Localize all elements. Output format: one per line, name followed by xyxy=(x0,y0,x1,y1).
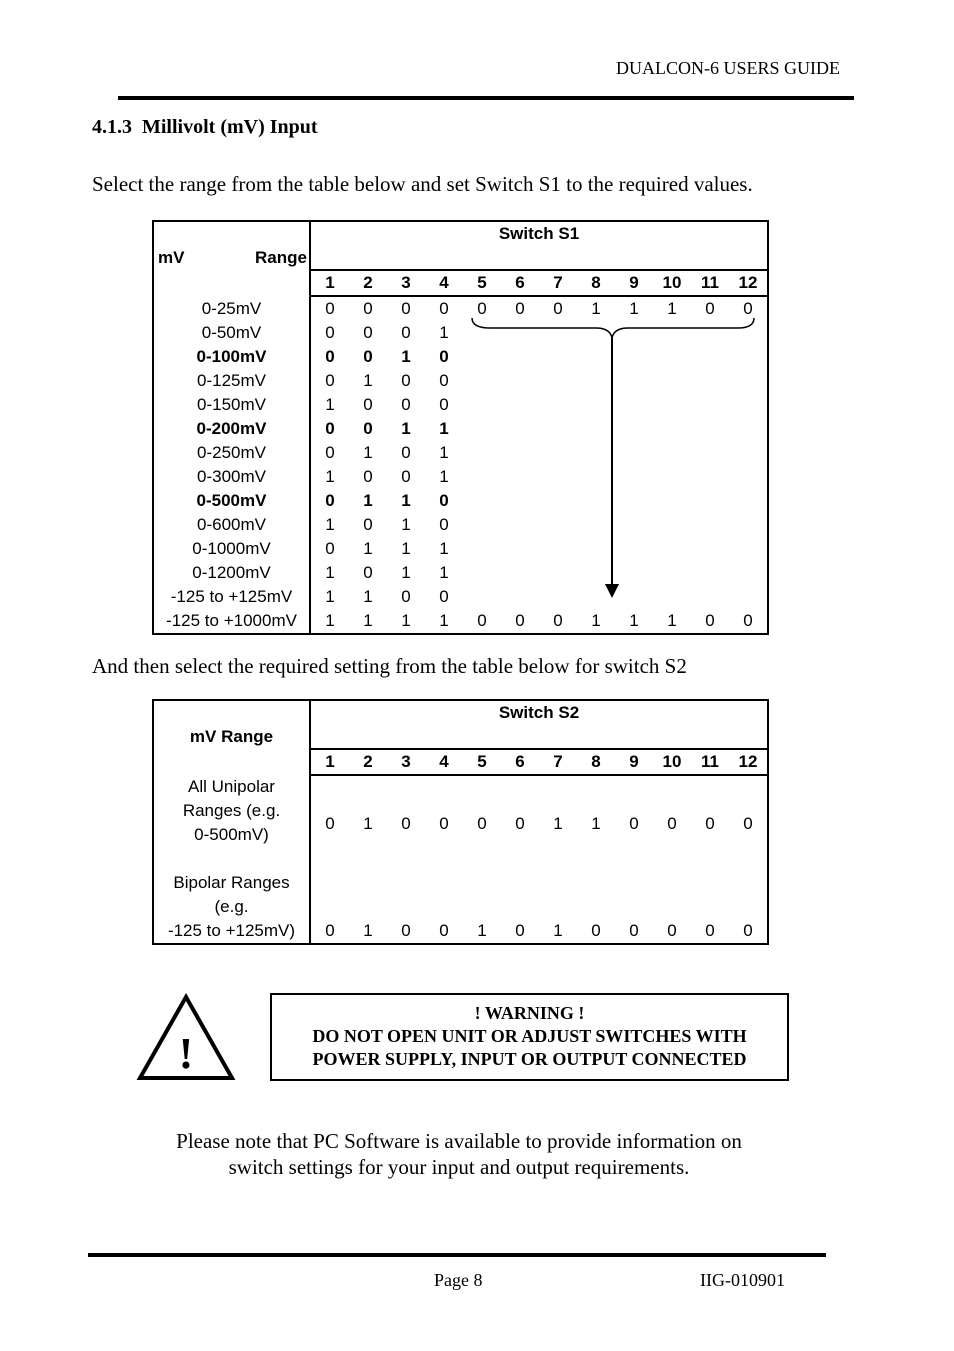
switch-value xyxy=(501,489,539,513)
switch-value: 1 xyxy=(439,467,449,486)
switch-value: 0 xyxy=(363,467,373,486)
switch-value: 0 xyxy=(439,587,449,606)
switch-value: 1 xyxy=(439,611,449,630)
switch-value xyxy=(653,561,691,585)
switch-value xyxy=(653,441,691,465)
switch-value: 0 xyxy=(363,347,373,366)
switch-value: 0 xyxy=(515,813,525,833)
switch-value xyxy=(729,345,768,369)
switch-value xyxy=(539,465,577,489)
switch-number: 10 xyxy=(653,270,691,296)
switch-value: 0 xyxy=(553,299,563,318)
switch-value xyxy=(653,369,691,393)
switch-value: 0 xyxy=(439,395,449,414)
header-rule xyxy=(118,96,854,100)
switch-value xyxy=(501,345,539,369)
switch-value xyxy=(463,513,501,537)
range-cell: -125 to +1000mV xyxy=(153,609,310,634)
table-row xyxy=(153,296,768,321)
switch-value xyxy=(463,369,501,393)
switch-value xyxy=(539,369,577,393)
switch-value: 1 xyxy=(363,443,373,462)
switch-value xyxy=(615,561,653,585)
page-number: Page 8 xyxy=(434,1270,483,1290)
switch-value xyxy=(463,345,501,369)
range-cell: -125 to +125mV xyxy=(153,585,310,609)
switch-number: 3 xyxy=(387,270,425,296)
switch-value: 0 xyxy=(629,921,639,940)
switch-value xyxy=(691,513,729,537)
switch-value: 0 xyxy=(439,921,449,940)
range-cell: 0-125mV xyxy=(153,369,310,393)
switch-value: 1 xyxy=(363,491,373,510)
switch-value: 0 xyxy=(705,813,715,833)
switch-value xyxy=(539,417,577,441)
switch-value: 1 xyxy=(325,587,335,606)
note-line-1: Please note that PC Software is available to provide information on xyxy=(176,1129,742,1153)
switch-value: 1 xyxy=(553,921,563,940)
switch-value xyxy=(729,393,768,417)
switch-value: 1 xyxy=(401,491,411,510)
switch-value xyxy=(539,321,577,345)
switch-number: 10 xyxy=(653,749,691,775)
switch-value xyxy=(615,345,653,369)
switch-value: 0 xyxy=(401,813,411,833)
switch-number: 2 xyxy=(349,270,387,296)
range-cell: 0-200mV xyxy=(153,417,310,441)
switch-value xyxy=(729,537,768,561)
switch-number: 8 xyxy=(577,270,615,296)
switch-value xyxy=(691,393,729,417)
switch-value: 0 xyxy=(553,611,563,630)
switch-value: 0 xyxy=(401,921,411,940)
switch-value: 0 xyxy=(629,813,639,833)
switch-number: 2 xyxy=(349,749,387,775)
document-id: IIG-010901 xyxy=(700,1270,785,1290)
switch-value: 1 xyxy=(439,419,449,438)
range-line: All Unipolar xyxy=(188,777,275,796)
switch-value xyxy=(615,489,653,513)
switch-value: 0 xyxy=(325,347,335,366)
guide-title: DUALCON-6 USERS GUIDE xyxy=(616,58,840,78)
switch-value xyxy=(539,537,577,561)
switch-value: 1 xyxy=(401,563,411,582)
range-line: Bipolar Ranges xyxy=(173,873,290,892)
switch-s2-table xyxy=(152,699,769,945)
switch-value: 0 xyxy=(591,921,601,940)
switch-value: 0 xyxy=(401,587,411,606)
switch-value xyxy=(577,393,615,417)
switch-value xyxy=(729,489,768,513)
switch-value xyxy=(577,513,615,537)
switch-value xyxy=(501,561,539,585)
switch-value: 0 xyxy=(325,813,335,833)
switch-value: 1 xyxy=(363,611,373,630)
switch-number: 7 xyxy=(539,270,577,296)
range-cell xyxy=(153,775,310,871)
section-number: 4.1.3 xyxy=(92,116,132,138)
switch-value: 0 xyxy=(325,371,335,390)
range-cell: 0-300mV xyxy=(153,465,310,489)
switch-value: 0 xyxy=(705,921,715,940)
switch-value xyxy=(577,537,615,561)
table-row xyxy=(153,537,768,561)
switch-value xyxy=(691,489,729,513)
switch-value: 0 xyxy=(515,921,525,940)
switch-value xyxy=(615,537,653,561)
switch-number: 4 xyxy=(425,270,463,296)
switch-value: 0 xyxy=(325,419,335,438)
section-heading xyxy=(92,116,318,139)
switch-value xyxy=(615,417,653,441)
switch-value: 1 xyxy=(667,611,677,630)
range-cell: 0-150mV xyxy=(153,393,310,417)
switch-value: 0 xyxy=(439,813,449,833)
section-title: Millivolt (mV) Input xyxy=(142,116,318,138)
switch-value xyxy=(577,585,615,609)
switch-value: 0 xyxy=(515,299,525,318)
switch-value xyxy=(539,561,577,585)
table-row xyxy=(153,441,768,465)
switch-value: 1 xyxy=(439,323,449,342)
switch-value xyxy=(729,465,768,489)
switch-value: 0 xyxy=(363,299,373,318)
switch-value xyxy=(729,441,768,465)
switch-value xyxy=(653,465,691,489)
switch-value xyxy=(577,441,615,465)
switch-value: 0 xyxy=(743,299,753,318)
switch-value: 1 xyxy=(401,515,411,534)
range-cell: 0-250mV xyxy=(153,441,310,465)
switch-value: 0 xyxy=(477,813,487,833)
range-header: mV Range xyxy=(153,700,310,749)
switch-value xyxy=(539,513,577,537)
switch-value: 1 xyxy=(401,539,411,558)
switch-number: 1 xyxy=(310,749,349,775)
switch-value xyxy=(615,393,653,417)
switch-value xyxy=(463,489,501,513)
range-cell xyxy=(153,871,310,944)
switch-value: 0 xyxy=(325,539,335,558)
switch-value: 0 xyxy=(325,491,335,510)
switch-value: 1 xyxy=(325,515,335,534)
switch-value xyxy=(463,441,501,465)
switch-number: 1 xyxy=(310,270,349,296)
table-row xyxy=(153,871,768,944)
switch-value: 0 xyxy=(705,299,715,318)
range-header xyxy=(153,221,310,270)
switch-value: 0 xyxy=(667,813,677,833)
switch-value xyxy=(501,537,539,561)
switch-number: 5 xyxy=(463,270,501,296)
switch-value xyxy=(729,561,768,585)
table-row xyxy=(153,513,768,537)
switch-value: 0 xyxy=(743,921,753,940)
range-header-range: Range xyxy=(255,248,307,267)
switch-value: 1 xyxy=(401,611,411,630)
switch-value xyxy=(729,321,768,345)
switch-value: 1 xyxy=(363,813,373,833)
switch-value xyxy=(691,369,729,393)
switch-value xyxy=(539,345,577,369)
switch-value xyxy=(539,489,577,513)
note-line-2: switch settings for your input and output requirements. xyxy=(228,1155,690,1179)
switch-value xyxy=(729,369,768,393)
switch-value xyxy=(729,585,768,609)
switch-value xyxy=(615,369,653,393)
switch-value: 0 xyxy=(515,611,525,630)
table-row xyxy=(153,321,768,345)
intro-text: Select the range from the table below and set Switch S1 to the required values. xyxy=(92,172,753,196)
switch-value xyxy=(577,489,615,513)
range-spacer-cell xyxy=(153,749,310,775)
switch-value: 1 xyxy=(591,299,601,318)
switch-value: 0 xyxy=(477,611,487,630)
switch-value: 1 xyxy=(553,813,563,833)
switch-value: 0 xyxy=(363,419,373,438)
table-row xyxy=(153,465,768,489)
switch-value: 0 xyxy=(439,371,449,390)
warning-title: ! WARNING ! xyxy=(474,1003,585,1023)
switch-value: 0 xyxy=(401,395,411,414)
table-row xyxy=(153,585,768,609)
switch-value xyxy=(615,513,653,537)
switch-value xyxy=(501,321,539,345)
table-row xyxy=(153,417,768,441)
table-row xyxy=(153,561,768,585)
switch-numbers-row xyxy=(153,749,768,775)
switch-value: 1 xyxy=(401,419,411,438)
range-cell: 0-50mV xyxy=(153,321,310,345)
range-cell: 0-25mV xyxy=(153,296,310,321)
switch-value: 0 xyxy=(401,443,411,462)
switch-value xyxy=(463,417,501,441)
switch-value xyxy=(501,441,539,465)
switch-number: 5 xyxy=(463,749,501,775)
switch-value: 0 xyxy=(439,347,449,366)
range-cell: 0-100mV xyxy=(153,345,310,369)
switch-value xyxy=(539,393,577,417)
switch-value: 1 xyxy=(363,921,373,940)
software-note xyxy=(92,1128,826,1180)
table-header-row xyxy=(153,221,768,270)
switch-value xyxy=(501,465,539,489)
switch-value: 1 xyxy=(325,563,335,582)
switch-value: 1 xyxy=(325,395,335,414)
switch-number: 12 xyxy=(729,749,768,775)
switch-value: 1 xyxy=(439,443,449,462)
switch-value: 0 xyxy=(325,921,335,940)
switch-value xyxy=(653,393,691,417)
switch-number: 3 xyxy=(387,749,425,775)
switch-number: 9 xyxy=(615,270,653,296)
switch-value xyxy=(653,345,691,369)
switch-value: 0 xyxy=(439,491,449,510)
switch-value: 0 xyxy=(325,443,335,462)
switch-value xyxy=(463,393,501,417)
switch-value xyxy=(577,417,615,441)
switch-value xyxy=(463,537,501,561)
table-row xyxy=(153,393,768,417)
switch-number: 4 xyxy=(425,749,463,775)
switch-value xyxy=(653,489,691,513)
switch-s1-label: Switch S1 xyxy=(498,224,580,243)
switch-value xyxy=(615,321,653,345)
range-spacer-cell xyxy=(153,270,310,296)
switch-value xyxy=(577,321,615,345)
warning-triangle-icon xyxy=(136,992,236,1082)
switch-value: 1 xyxy=(325,467,335,486)
switch-value: 0 xyxy=(439,515,449,534)
range-cell: 0-600mV xyxy=(153,513,310,537)
switch-value xyxy=(691,537,729,561)
switch-value xyxy=(691,465,729,489)
switch-value: 1 xyxy=(667,299,677,318)
table-row xyxy=(153,609,768,634)
switch-numbers-row xyxy=(153,270,768,296)
switch-value xyxy=(691,561,729,585)
switch-value xyxy=(653,321,691,345)
switch-value xyxy=(463,321,501,345)
switch-value: 0 xyxy=(705,611,715,630)
switch-value xyxy=(615,441,653,465)
switch-number: 6 xyxy=(501,270,539,296)
warning-box xyxy=(270,993,789,1081)
switch-value: 0 xyxy=(477,299,487,318)
switch-value: 0 xyxy=(667,921,677,940)
range-cell: 0-500mV xyxy=(153,489,310,513)
switch-number: 7 xyxy=(539,749,577,775)
switch-value xyxy=(691,585,729,609)
switch-value xyxy=(539,585,577,609)
warning-line-1: DO NOT OPEN UNIT OR ADJUST SWITCHES WITH xyxy=(312,1026,747,1046)
switch-value xyxy=(463,465,501,489)
switch-s1-table xyxy=(152,220,769,635)
switch-number: 11 xyxy=(691,749,729,775)
switch-value xyxy=(501,585,539,609)
switch-number: 9 xyxy=(615,749,653,775)
switch-value: 1 xyxy=(439,563,449,582)
switch-value: 0 xyxy=(743,813,753,833)
range-line: 0-500mV) xyxy=(194,825,269,844)
switch-value: 0 xyxy=(439,299,449,318)
switch-value: 0 xyxy=(401,467,411,486)
switch-value: 1 xyxy=(363,371,373,390)
switch-value: 1 xyxy=(325,611,335,630)
warning-line-2: POWER SUPPLY, INPUT OR OUTPUT CONNECTED xyxy=(312,1049,747,1069)
switch-value xyxy=(729,513,768,537)
switch-value: 0 xyxy=(401,323,411,342)
switch-value: 0 xyxy=(401,371,411,390)
switch-value xyxy=(691,441,729,465)
range-line: -125 to +125mV) xyxy=(167,921,296,940)
switch-value xyxy=(653,513,691,537)
switch-value xyxy=(463,585,501,609)
switch-value: 0 xyxy=(363,515,373,534)
switch-value: 1 xyxy=(363,539,373,558)
switch-value xyxy=(577,561,615,585)
switch-number: 12 xyxy=(729,270,768,296)
switch-value: 0 xyxy=(363,395,373,414)
switch-value: 1 xyxy=(477,921,487,940)
switch-value: 0 xyxy=(743,611,753,630)
switch-value xyxy=(577,369,615,393)
table-row xyxy=(153,369,768,393)
switch-value xyxy=(653,585,691,609)
switch-value: 0 xyxy=(325,299,335,318)
switch-value xyxy=(463,561,501,585)
switch-value: 0 xyxy=(325,323,335,342)
switch-value: 1 xyxy=(401,347,411,366)
switch-value: 0 xyxy=(363,323,373,342)
switch-value xyxy=(691,345,729,369)
range-cell: 0-1200mV xyxy=(153,561,310,585)
switch-value: 1 xyxy=(591,611,601,630)
table-row xyxy=(153,345,768,369)
switch-s2-label: Switch S2 xyxy=(498,703,580,722)
switch-value xyxy=(501,513,539,537)
switch-value xyxy=(615,465,653,489)
table-row xyxy=(153,775,768,871)
switch-value: 1 xyxy=(363,587,373,606)
range-cell: 0-1000mV xyxy=(153,537,310,561)
footer-rule xyxy=(88,1253,826,1257)
switch-value: 0 xyxy=(363,563,373,582)
switch-value xyxy=(653,417,691,441)
switch-number: 11 xyxy=(691,270,729,296)
range-line: (e.g. xyxy=(214,897,249,916)
switch-value xyxy=(577,345,615,369)
switch-number: 6 xyxy=(501,749,539,775)
switch-value xyxy=(653,537,691,561)
then-text: And then select the required setting from the table below for switch S2 xyxy=(92,654,687,678)
switch-value: 1 xyxy=(629,299,639,318)
switch-value xyxy=(501,393,539,417)
switch-value xyxy=(501,417,539,441)
switch-value xyxy=(615,585,653,609)
table-row xyxy=(153,489,768,513)
range-header-mv: mV xyxy=(158,248,185,267)
switch-value xyxy=(539,441,577,465)
switch-value: 1 xyxy=(439,539,449,558)
switch-value xyxy=(691,417,729,441)
switch-value xyxy=(577,465,615,489)
switch-value: 1 xyxy=(629,611,639,630)
warning-symbol: ! xyxy=(178,1029,194,1078)
switch-value xyxy=(729,417,768,441)
switch-value xyxy=(691,321,729,345)
switch-value xyxy=(501,369,539,393)
switch-number: 8 xyxy=(577,749,615,775)
switch-value: 0 xyxy=(401,299,411,318)
range-line: Ranges (e.g. xyxy=(182,801,281,820)
switch-value: 1 xyxy=(591,813,601,833)
table-header-row xyxy=(153,700,768,749)
